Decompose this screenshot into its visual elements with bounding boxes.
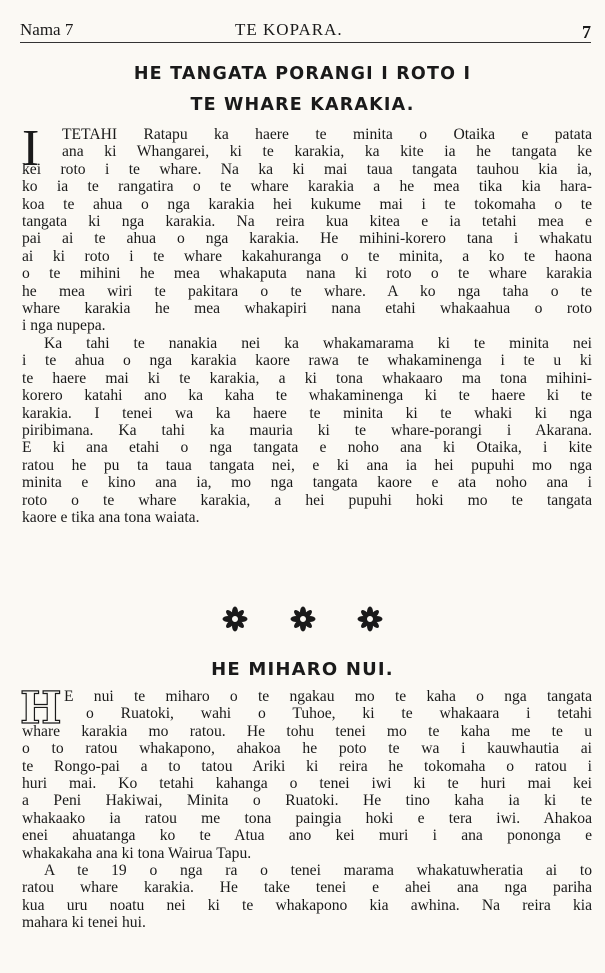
publication-title: TE KOPARA. bbox=[235, 20, 343, 39]
article2-drop-cap: H bbox=[20, 683, 62, 734]
article1-drop-cap: I bbox=[22, 120, 40, 177]
text-line: TETAHI Ratapu ka haere te minita o Otaika e patata bbox=[62, 126, 592, 143]
text-line: whare karakia mo ratou. He tohu tenei mo te kaha me te u bbox=[22, 722, 592, 740]
text-line: kei roto i te whare. Na ka ki mai taua tangata tauhou kia ia, bbox=[22, 160, 592, 178]
text-line: koa te ahua o nga karakia hei kukume mai i te tokomaha o te bbox=[22, 195, 592, 213]
text-line: piribimana. Ka tahi ka mauria ki te whare-porangi i Akarana. bbox=[22, 421, 592, 439]
text-line: a Peni Hakiwai, Minita o Ruatoki. He tino kaha ia ki te bbox=[22, 792, 592, 810]
text-line: ratou whare karakia. He take tenei e ahei ana nga pariha bbox=[22, 879, 592, 897]
text-line: o to ratou whakapono, ahakoa he poto te wa i kauwhautia ai bbox=[22, 740, 592, 758]
text-line: ai ki roto i te whare kakahuranga o te minita, a ko te haona bbox=[22, 247, 592, 265]
article1-body bbox=[22, 120, 592, 526]
text-line: pai ai te ahua o nga karakia. He mihini-korero tana i whakatu bbox=[22, 230, 592, 248]
text-line: he mea wiri te pakitara o te whare. A ko nga taha o te bbox=[22, 282, 592, 300]
text-line: kua uru noatu nei ki te whakapono kia awhina. Na reira kia bbox=[22, 896, 592, 914]
ornament-divider bbox=[0, 606, 605, 636]
text-line: i nga nupepa. bbox=[22, 317, 106, 335]
text-line: mahara ki tenei hui. bbox=[22, 914, 146, 932]
text-line: o Ruatoki, wahi o Tuhoe, ki te whakaara i tetahi bbox=[86, 705, 592, 723]
text-line: E ki ana etahi o nga tangata e noho ana ki Otaika, i kite bbox=[22, 439, 592, 457]
article1-title-line1: HE TANGATA PORANGI I ROTO I bbox=[133, 64, 472, 84]
text-line: tangata ki nga karakia. Na reira kua kitea e ia tetahi mea e bbox=[22, 213, 592, 231]
text-line: i te ahua o nga karakia kaore rawa te whakaminenga i te u ki bbox=[22, 352, 592, 370]
issue-number: Nama 7 bbox=[20, 20, 74, 39]
text-line: enei ahuatanga ko te Atua ano kei muri i ana pononga e bbox=[22, 827, 592, 845]
text-line: E nui te miharo o te ngakau mo te kaha o nga tangata bbox=[64, 688, 592, 705]
running-header bbox=[20, 20, 591, 43]
text-line: whakakaha ana ki tona Wairua Tapu. bbox=[22, 844, 252, 862]
text-line: whakaako ia ratou me tona paingia hoki e tera iwi. Ahakoa bbox=[22, 809, 592, 827]
text-line: ana ki Whangarei, ki te karakia, ka kite ia he tangata ke bbox=[62, 143, 592, 161]
text-line: Ka tahi te nanakia nei ka whakamarama ki te minita nei bbox=[44, 334, 592, 352]
text-line: A te 19 o nga ra o tenei marama whakatuwheratia ai to bbox=[44, 862, 592, 880]
text-line: ko ia te rangatira o te whare karakia a he mea tika kia hara- bbox=[22, 178, 592, 196]
article1-title-line2: TE WHARE KARAKIA. bbox=[190, 95, 415, 115]
article2-body bbox=[20, 683, 592, 932]
text-line: o te mihini he mea whakaputa nana ki roto o te whare karakia bbox=[22, 265, 592, 283]
text-line: ratou he pu ta taua tangata nei, e ki ana ia hei pupuhi mo nga bbox=[22, 456, 592, 474]
text-line: whare karakia he mea whakapiri nana etahi whakaahua o roto bbox=[22, 300, 592, 318]
flower-icon bbox=[290, 606, 316, 632]
flower-icon bbox=[357, 606, 383, 632]
text-line: te haere mai ki te karakia, a ki tona whakaaro ma tona mihini- bbox=[22, 369, 592, 387]
text-line: roto o te whare karakia, a hei pupuhi hoki mo te tangata bbox=[22, 491, 592, 509]
text-line: minita e kino ana ia, mo nga tangata kaore e ata noho ana i bbox=[22, 474, 592, 492]
text-line: huri mai. Ko tetahi kahanga o tenei iwi ki te huri mai kei bbox=[22, 775, 592, 793]
text-line: te Rongo-pai a to tatou Ariki ki reira he tokomaha o ratou i bbox=[22, 757, 592, 775]
text-line: kaore e tika ana tona waiata. bbox=[22, 508, 200, 526]
text-line: karakia. I tenei wa ka haere te minita ki te whaki ki nga bbox=[22, 404, 592, 422]
flower-icon bbox=[222, 606, 248, 632]
article2-title: HE MIHARO NUI. bbox=[211, 659, 394, 680]
text-line: korero katahi ano ka kaha te whakaminenga ki te haere ki te bbox=[22, 387, 592, 405]
page-number: 7 bbox=[582, 22, 591, 42]
